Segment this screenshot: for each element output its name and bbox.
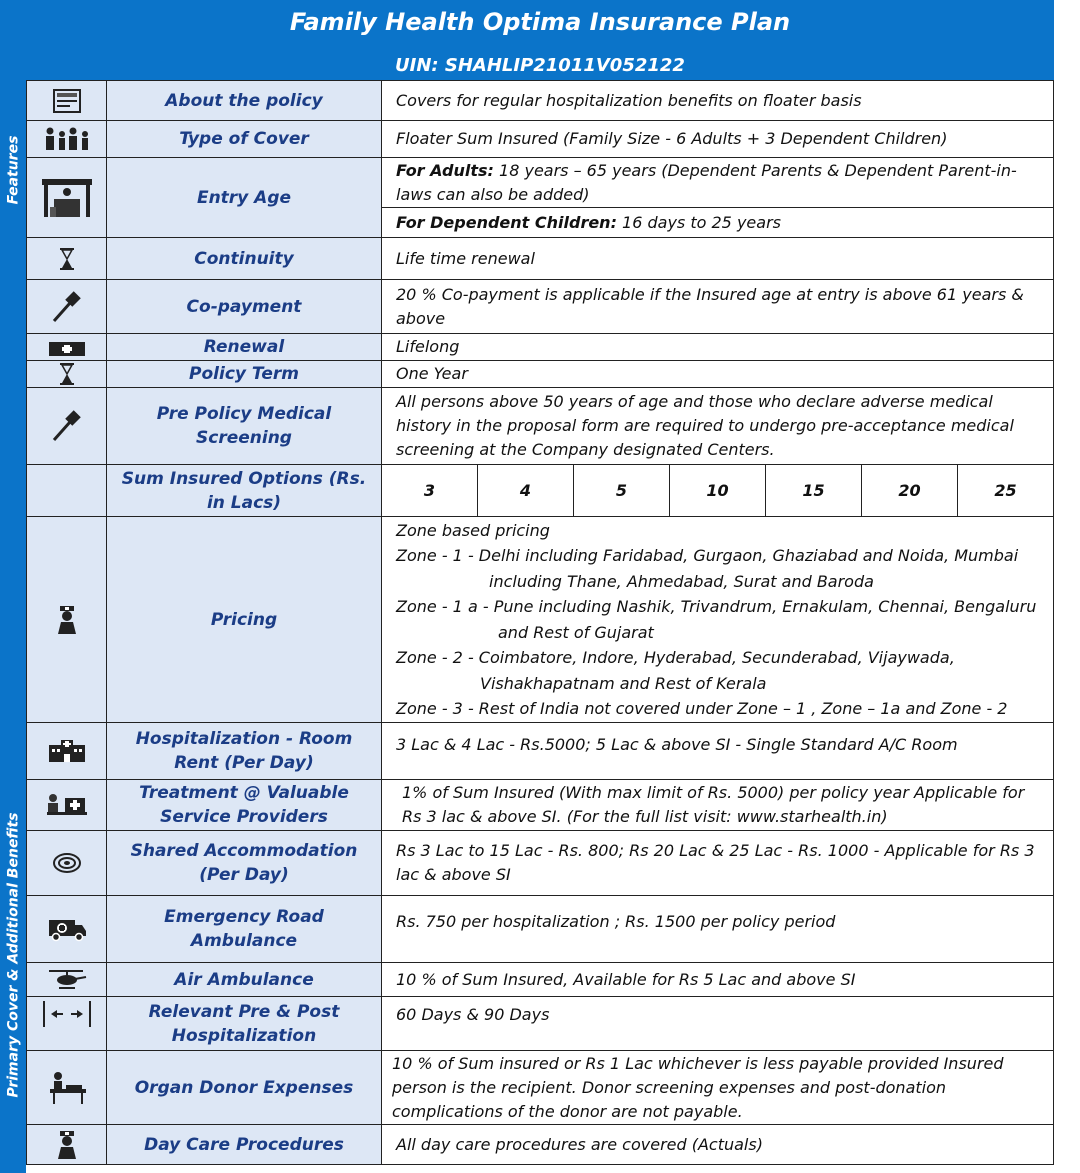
sum-option: 25 [958, 465, 1054, 517]
sidebar-benefits-label: Primary Cover & Additional Benefits [5, 812, 21, 1098]
helicopter-icon [27, 963, 107, 997]
row-value: 10 % of Sum Insured, Available for Rs 5 Lac and above SI [382, 963, 1054, 997]
nurse-icon [27, 517, 107, 723]
hourglass-icon [27, 361, 107, 388]
sidebar-features-label: Features [5, 135, 21, 205]
sum-option: 10 [670, 465, 766, 517]
row-value: 20 % Co-payment is applicable if the Insured age at entry is above 61 years & above [382, 280, 1054, 334]
nurse-icon [27, 1125, 107, 1165]
row-label: Hospitalization - Room Rent (Per Day) [107, 723, 382, 780]
ambulance-icon [27, 896, 107, 963]
row-label: Type of Cover [107, 121, 382, 158]
policy-table [26, 80, 1054, 1165]
sum-option: 4 [478, 465, 574, 517]
family-icon [27, 121, 107, 158]
plan-title: Family Health Optima Insurance Plan [26, 0, 1054, 44]
doctor-desk-icon [27, 780, 107, 831]
hospital-reception-icon [27, 158, 107, 238]
hospital-building-icon [27, 723, 107, 780]
dropper-icon [27, 388, 107, 465]
row-value: Life time renewal [382, 238, 1054, 280]
row-label: Day Care Procedures [107, 1125, 382, 1165]
row-label: Renewal [107, 334, 382, 361]
sum-option: 5 [574, 465, 670, 517]
row-value: Rs 3 Lac to 15 Lac - Rs. 800; Rs 20 Lac & 25 Lac - Rs. 1000 - Applicable for Rs 3 lac & above SI [382, 831, 1054, 896]
table-row [27, 81, 1054, 121]
entry-age-adults: For Adults: 18 years – 65 years (Dependent Parents & Dependent Parent-in-laws can also be added) [382, 158, 1054, 208]
row-value: Covers for regular hospitalization benefits on floater basis [382, 81, 1054, 121]
row-label: Policy Term [107, 361, 382, 388]
row-label: Co-payment [107, 280, 382, 334]
sum-option: 15 [766, 465, 862, 517]
row-label: Sum Insured Options (Rs. in Lacs) [107, 465, 382, 517]
entry-age-children: For Dependent Children: 16 days to 25 years [382, 208, 1054, 238]
row-label: Relevant Pre & Post Hospitalization [107, 997, 382, 1051]
row-label: Pricing [107, 517, 382, 723]
table-row [27, 238, 1054, 280]
row-value: Lifelong [382, 334, 1054, 361]
row-label: Entry Age [107, 158, 382, 238]
row-label: Shared Accommodation (Per Day) [107, 831, 382, 896]
dropper-icon [27, 280, 107, 334]
table-row [27, 280, 1054, 334]
row-label: Pre Policy Medical Screening [107, 388, 382, 465]
surgery-icon [27, 1051, 107, 1125]
table-row [27, 896, 1054, 963]
row-value: Rs. 750 per hospitalization ; Rs. 1500 per policy period [382, 896, 1054, 963]
row-value: All day care procedures are covered (Actuals) [382, 1125, 1054, 1165]
row-label: Organ Donor Expenses [107, 1051, 382, 1125]
sum-option: 3 [382, 465, 478, 517]
table-row [27, 517, 1054, 723]
row-label: Emergency Road Ambulance [107, 896, 382, 963]
table-row [27, 780, 1054, 831]
pricing-details: Zone based pricing Zone - 1 - Delhi including Faridabad, Gurgaon, Ghaziabad and Noida, Mumbai including Thane, Ahmedabad, Surat and Baroda Zone - 1 a - Pune including Nashik, Trivandrum, Ernakulam, Chennai, Bengaluru and Rest of Gujarat Zone - 2 - Coimbatore, Indore, Hyderabad, Secunderabad, Vijaywada, Vishakhapatnam and Rest of Kerala Zone - 3 - Rest of India not covered under Zone – 1 , Zone – 1a and Zone - 2 [382, 517, 1054, 723]
row-value: 1% of Sum Insured (With max limit of Rs. 5000) per policy year Applicable for Rs 3 lac & above SI. (For the full list visit: www.starhealth.in) [382, 780, 1054, 831]
table-row [27, 1051, 1054, 1125]
table-row [27, 361, 1054, 388]
row-value: One Year [382, 361, 1054, 388]
row-label: Treatment @ Valuable Service Providers [107, 780, 382, 831]
row-label: Continuity [107, 238, 382, 280]
table-row [27, 963, 1054, 997]
arrows-icon [27, 997, 107, 1051]
table-row [27, 465, 1054, 517]
sum-option: 20 [862, 465, 958, 517]
swirl-icon [27, 831, 107, 896]
row-value: 3 Lac & 4 Lac - Rs.5000; 5 Lac & above SI - Single Standard A/C Room [382, 723, 1054, 780]
row-value: 10 % of Sum insured or Rs 1 Lac whichever is less payable provided Insured person is the recipient. Donor screening expenses and post-donation complications of the donor are not payable. [382, 1051, 1054, 1125]
table-row [27, 334, 1054, 361]
row-value: 60 Days & 90 Days [382, 997, 1054, 1051]
hourglass-icon [27, 238, 107, 280]
table-row [27, 121, 1054, 158]
medical-kit-icon [27, 334, 107, 361]
table-row [27, 158, 1054, 208]
table-row [27, 723, 1054, 780]
row-value: Floater Sum Insured (Family Size - 6 Adults + 3 Dependent Children) [382, 121, 1054, 158]
row-label: Air Ambulance [107, 963, 382, 997]
document-icon [27, 81, 107, 121]
table-row [27, 388, 1054, 465]
row-label: About the policy [107, 81, 382, 121]
table-row [27, 997, 1054, 1051]
table-row [27, 1125, 1054, 1165]
plan-uin: UIN: SHAHLIP21011V052122 [26, 44, 1054, 80]
table-row [27, 831, 1054, 896]
row-value: All persons above 50 years of age and those who declare adverse medical history in the proposal form are required to undergo pre-acceptance medical screening at the Company designated Centers. [382, 388, 1054, 465]
empty-icon-cell [27, 465, 107, 517]
